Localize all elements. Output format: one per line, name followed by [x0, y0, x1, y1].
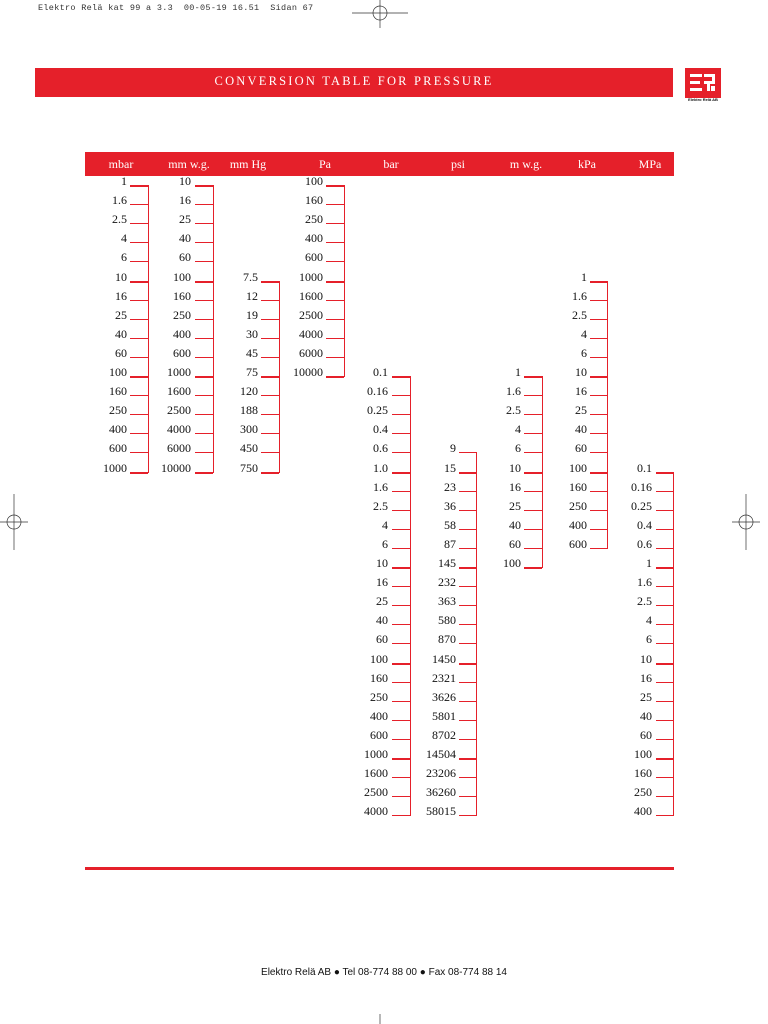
- value-cell: 3626: [432, 689, 456, 704]
- scale-tick: [656, 472, 673, 474]
- value-cell: 16: [640, 670, 652, 685]
- value-cell: 36260: [426, 785, 456, 800]
- value-cell: 1: [121, 174, 127, 188]
- column-header-kpa: kPa: [578, 157, 596, 171]
- value-cell: 25: [115, 307, 127, 322]
- scale-tick: [326, 357, 344, 358]
- scale-tick: [590, 300, 607, 301]
- value-cell: 1000: [364, 747, 388, 761]
- value-cell: 870: [438, 632, 456, 647]
- scale-tick: [656, 663, 673, 665]
- scale-tick: [656, 510, 673, 511]
- value-cell: 4: [382, 517, 388, 532]
- column-header-mpa: MPa: [638, 157, 662, 171]
- scale-tick: [590, 395, 607, 396]
- value-cell: 10: [179, 174, 191, 188]
- value-cell: 145: [438, 556, 456, 570]
- scale-tick: [656, 682, 673, 683]
- value-cell: 1600: [299, 288, 323, 303]
- scale-tick: [326, 204, 344, 205]
- scale-bar: [673, 472, 674, 817]
- value-cell: 1600: [167, 384, 191, 399]
- value-cell: 60: [640, 727, 652, 742]
- value-cell: 4: [581, 326, 587, 341]
- value-cell: 0.4: [373, 422, 388, 437]
- column-header-mbar: mbar: [108, 157, 134, 171]
- value-cell: 400: [109, 422, 127, 437]
- scale-tick: [656, 643, 673, 644]
- scale-tick: [656, 567, 673, 569]
- scale-tick: [261, 433, 279, 434]
- value-cell: 1.6: [637, 575, 652, 590]
- scale-tick: [590, 281, 607, 283]
- value-cell: 23: [444, 479, 456, 494]
- value-cell: 2321: [432, 670, 456, 685]
- value-cell: 14504: [426, 747, 456, 761]
- value-cell: 6000: [167, 441, 191, 456]
- scale-tick: [459, 815, 476, 816]
- value-cell: 400: [370, 708, 388, 723]
- value-cell: 40: [179, 231, 191, 246]
- scale-tick: [656, 739, 673, 740]
- value-cell: 16: [376, 575, 388, 590]
- value-cell: 25: [376, 594, 388, 609]
- scale-tick: [590, 338, 607, 339]
- value-cell: 10000: [293, 365, 323, 379]
- value-cell: 450: [240, 441, 258, 456]
- value-cell: 100: [634, 747, 652, 761]
- value-cell: 6: [581, 345, 587, 360]
- registration-mark-bottom: [374, 1014, 386, 1024]
- value-cell: 4: [646, 613, 652, 628]
- value-cell: 60: [509, 536, 521, 551]
- value-cell: 160: [305, 193, 323, 208]
- title-banner: [35, 68, 673, 97]
- scale-tick: [656, 796, 673, 797]
- scale-tick: [195, 261, 213, 262]
- value-cell: 232: [438, 575, 456, 590]
- scale-tick: [656, 586, 673, 587]
- scale-tick: [590, 319, 607, 320]
- print-slug-line: Elektro Relä kat 99 a 3.3 00-05-19 16.51 Sidan 67: [38, 3, 314, 13]
- value-cell: 250: [109, 403, 127, 418]
- scale-tick: [392, 433, 410, 434]
- footer-rule: [85, 867, 674, 870]
- value-cell: 16: [575, 384, 587, 399]
- value-cell: 400: [569, 517, 587, 532]
- scale-tick: [326, 223, 344, 224]
- value-cell: 120: [240, 384, 258, 399]
- value-cell: 600: [109, 441, 127, 456]
- scale-tick: [326, 261, 344, 262]
- value-cell: 40: [115, 326, 127, 341]
- value-cell: 2.5: [572, 307, 587, 322]
- value-cell: 25: [640, 689, 652, 704]
- scale-tick: [261, 452, 279, 453]
- scale-tick: [459, 796, 476, 797]
- scale-tick: [261, 414, 279, 415]
- value-cell: 30: [246, 326, 258, 341]
- value-cell: 4000: [299, 326, 323, 341]
- value-cell: 300: [240, 422, 258, 437]
- scale-tick: [656, 701, 673, 702]
- scale-tick: [656, 529, 673, 530]
- value-cell: 58: [444, 517, 456, 532]
- value-cell: 400: [634, 804, 652, 819]
- scale-tick: [326, 300, 344, 301]
- value-cell: 750: [240, 460, 258, 475]
- value-cell: 58015: [426, 804, 456, 819]
- value-cell: 2.5: [373, 498, 388, 513]
- value-cell: 10: [115, 269, 127, 284]
- scale-tick: [656, 605, 673, 606]
- value-cell: 2500: [364, 785, 388, 800]
- registration-mark-right: [732, 494, 760, 550]
- value-cell: 160: [173, 288, 191, 303]
- value-cell: 0.4: [637, 517, 652, 532]
- value-cell: 25: [575, 403, 587, 418]
- value-cell: 4: [121, 231, 127, 246]
- value-cell: 9: [450, 441, 456, 456]
- scale-tick: [590, 452, 607, 453]
- column-header-m-w-g-: m w.g.: [509, 157, 543, 171]
- column-header-mm-hg: mm Hg: [229, 157, 267, 171]
- scale-tick: [195, 223, 213, 224]
- scale-tick: [392, 395, 410, 396]
- value-cell: 0.25: [631, 498, 652, 513]
- scale-tick: [459, 605, 476, 606]
- value-cell: 87: [444, 536, 456, 551]
- value-cell: 0.1: [637, 460, 652, 475]
- value-cell: 6: [646, 632, 652, 647]
- value-cell: 1: [515, 365, 521, 379]
- value-cell: 40: [509, 517, 521, 532]
- value-cell: 4000: [167, 422, 191, 437]
- value-cell: 600: [305, 250, 323, 265]
- value-cell: 250: [634, 785, 652, 800]
- scale-tick: [459, 701, 476, 702]
- value-cell: 15: [444, 460, 456, 475]
- value-cell: 0.1: [373, 365, 388, 379]
- scale-tick: [459, 624, 476, 625]
- scale-tick: [459, 643, 476, 644]
- value-cell: 10: [509, 460, 521, 475]
- scale-tick: [524, 567, 542, 569]
- value-cell: 400: [173, 326, 191, 341]
- value-cell: 1.0: [373, 460, 388, 475]
- value-cell: 100: [503, 556, 521, 570]
- value-cell: 1.6: [373, 479, 388, 494]
- value-cell: 100: [569, 460, 587, 475]
- value-cell: 188: [240, 403, 258, 418]
- value-cell: 2500: [167, 403, 191, 418]
- scale-tick: [326, 338, 344, 339]
- scale-tick: [326, 185, 344, 187]
- scale-tick: [656, 815, 673, 816]
- scale-tick: [656, 548, 673, 549]
- value-cell: 1: [646, 556, 652, 570]
- scale-tick: [590, 357, 607, 358]
- scale-tick: [261, 472, 279, 474]
- value-cell: 1450: [432, 651, 456, 666]
- scale-tick: [656, 758, 673, 760]
- scale-tick: [459, 586, 476, 587]
- value-cell: 363: [438, 594, 456, 609]
- value-cell: 10: [575, 365, 587, 379]
- value-cell: 8702: [432, 727, 456, 742]
- value-cell: 160: [109, 384, 127, 399]
- value-cell: 1600: [364, 766, 388, 781]
- value-cell: 250: [569, 498, 587, 513]
- value-cell: 400: [305, 231, 323, 246]
- value-cell: 2.5: [112, 212, 127, 227]
- value-cell: 0.6: [373, 441, 388, 456]
- value-cell: 600: [173, 345, 191, 360]
- value-cell: 45: [246, 345, 258, 360]
- value-cell: 19: [246, 307, 258, 322]
- column-header-mm-w-g-: mm w.g.: [168, 157, 210, 171]
- scale-tick: [590, 433, 607, 434]
- scale-tick: [326, 281, 344, 283]
- value-cell: 0.6: [637, 536, 652, 551]
- value-cell: 7.5: [243, 269, 258, 284]
- value-cell: 16: [509, 479, 521, 494]
- value-cell: 250: [173, 307, 191, 322]
- value-cell: 60: [575, 441, 587, 456]
- scale-tick: [459, 663, 476, 665]
- value-cell: 6: [382, 536, 388, 551]
- value-cell: 60: [179, 250, 191, 265]
- scale-tick: [392, 376, 410, 378]
- value-cell: 16: [179, 193, 191, 208]
- value-cell: 1000: [299, 269, 323, 284]
- value-cell: 4: [515, 422, 521, 437]
- scale-tick: [326, 242, 344, 243]
- contact-footer: Elektro Relä AB ● Tel 08-774 88 00 ● Fax 08-774 88 14: [261, 967, 507, 978]
- value-cell: 6: [121, 250, 127, 265]
- value-cell: 2.5: [637, 594, 652, 609]
- scale-tick: [656, 624, 673, 625]
- value-cell: 6000: [299, 345, 323, 360]
- value-cell: 1.6: [112, 193, 127, 208]
- value-cell: 10: [640, 651, 652, 666]
- value-cell: 36: [444, 498, 456, 513]
- value-cell: 100: [109, 365, 127, 379]
- value-cell: 2500: [299, 307, 323, 322]
- value-cell: 100: [305, 174, 323, 188]
- value-cell: 100: [173, 269, 191, 284]
- value-cell: 25: [509, 498, 521, 513]
- value-cell: 160: [634, 766, 652, 781]
- column-header-psi: psi: [450, 157, 465, 171]
- value-cell: 40: [575, 422, 587, 437]
- scale-tick: [261, 395, 279, 396]
- scale-tick: [656, 491, 673, 492]
- value-cell: 10: [376, 556, 388, 570]
- page-title: CONVERSION TABLE FOR PRESSURE: [214, 74, 494, 88]
- value-cell: 1.6: [506, 384, 521, 399]
- scale-tick: [459, 777, 476, 778]
- scale-tick: [195, 242, 213, 243]
- scale-tick: [656, 777, 673, 778]
- value-cell: 1: [581, 269, 587, 284]
- scale-bar: [344, 185, 345, 377]
- logo-caption: Elektro Relä AB: [688, 97, 718, 102]
- value-cell: 600: [569, 536, 587, 551]
- value-cell: 0.16: [367, 384, 388, 399]
- value-cell: 1.6: [572, 288, 587, 303]
- value-cell: 10000: [161, 460, 191, 475]
- value-cell: 40: [640, 708, 652, 723]
- value-cell: 580: [438, 613, 456, 628]
- value-cell: 1000: [167, 365, 191, 379]
- scale-tick: [195, 204, 213, 205]
- scale-tick: [459, 758, 476, 760]
- column-header-pa: Pa: [319, 157, 331, 171]
- column-header-bar: bar: [383, 157, 399, 171]
- value-cell: 2.5: [506, 403, 521, 418]
- value-cell: 0.25: [367, 403, 388, 418]
- value-cell: 6: [515, 441, 521, 456]
- value-cell: 5801: [432, 708, 456, 723]
- value-cell: 60: [376, 632, 388, 647]
- registration-mark-top: [352, 0, 408, 28]
- value-cell: 23206: [426, 766, 456, 781]
- registration-mark-left: [0, 494, 28, 550]
- scale-tick: [459, 682, 476, 683]
- value-cell: 250: [370, 689, 388, 704]
- scale-tick: [326, 319, 344, 320]
- value-cell: 160: [370, 670, 388, 685]
- scale-tick: [195, 185, 213, 187]
- scale-tick: [590, 414, 607, 415]
- value-cell: 250: [305, 212, 323, 227]
- value-cell: 75: [246, 365, 258, 379]
- scale-tick: [459, 720, 476, 721]
- value-cell: 0.16: [631, 479, 652, 494]
- scale-tick: [392, 414, 410, 415]
- value-cell: 100: [370, 651, 388, 666]
- value-cell: 25: [179, 212, 191, 227]
- value-cell: 4000: [364, 804, 388, 819]
- value-cell: 16: [115, 288, 127, 303]
- value-cell: 12: [246, 288, 258, 303]
- scale-tick: [656, 720, 673, 721]
- value-cell: 600: [370, 727, 388, 742]
- value-cell: 160: [569, 479, 587, 494]
- value-cell: 1000: [103, 460, 127, 475]
- value-cell: 60: [115, 345, 127, 360]
- scale-tick: [459, 739, 476, 740]
- scale-tick: [590, 376, 607, 378]
- table-header: [85, 152, 674, 176]
- value-cell: 40: [376, 613, 388, 628]
